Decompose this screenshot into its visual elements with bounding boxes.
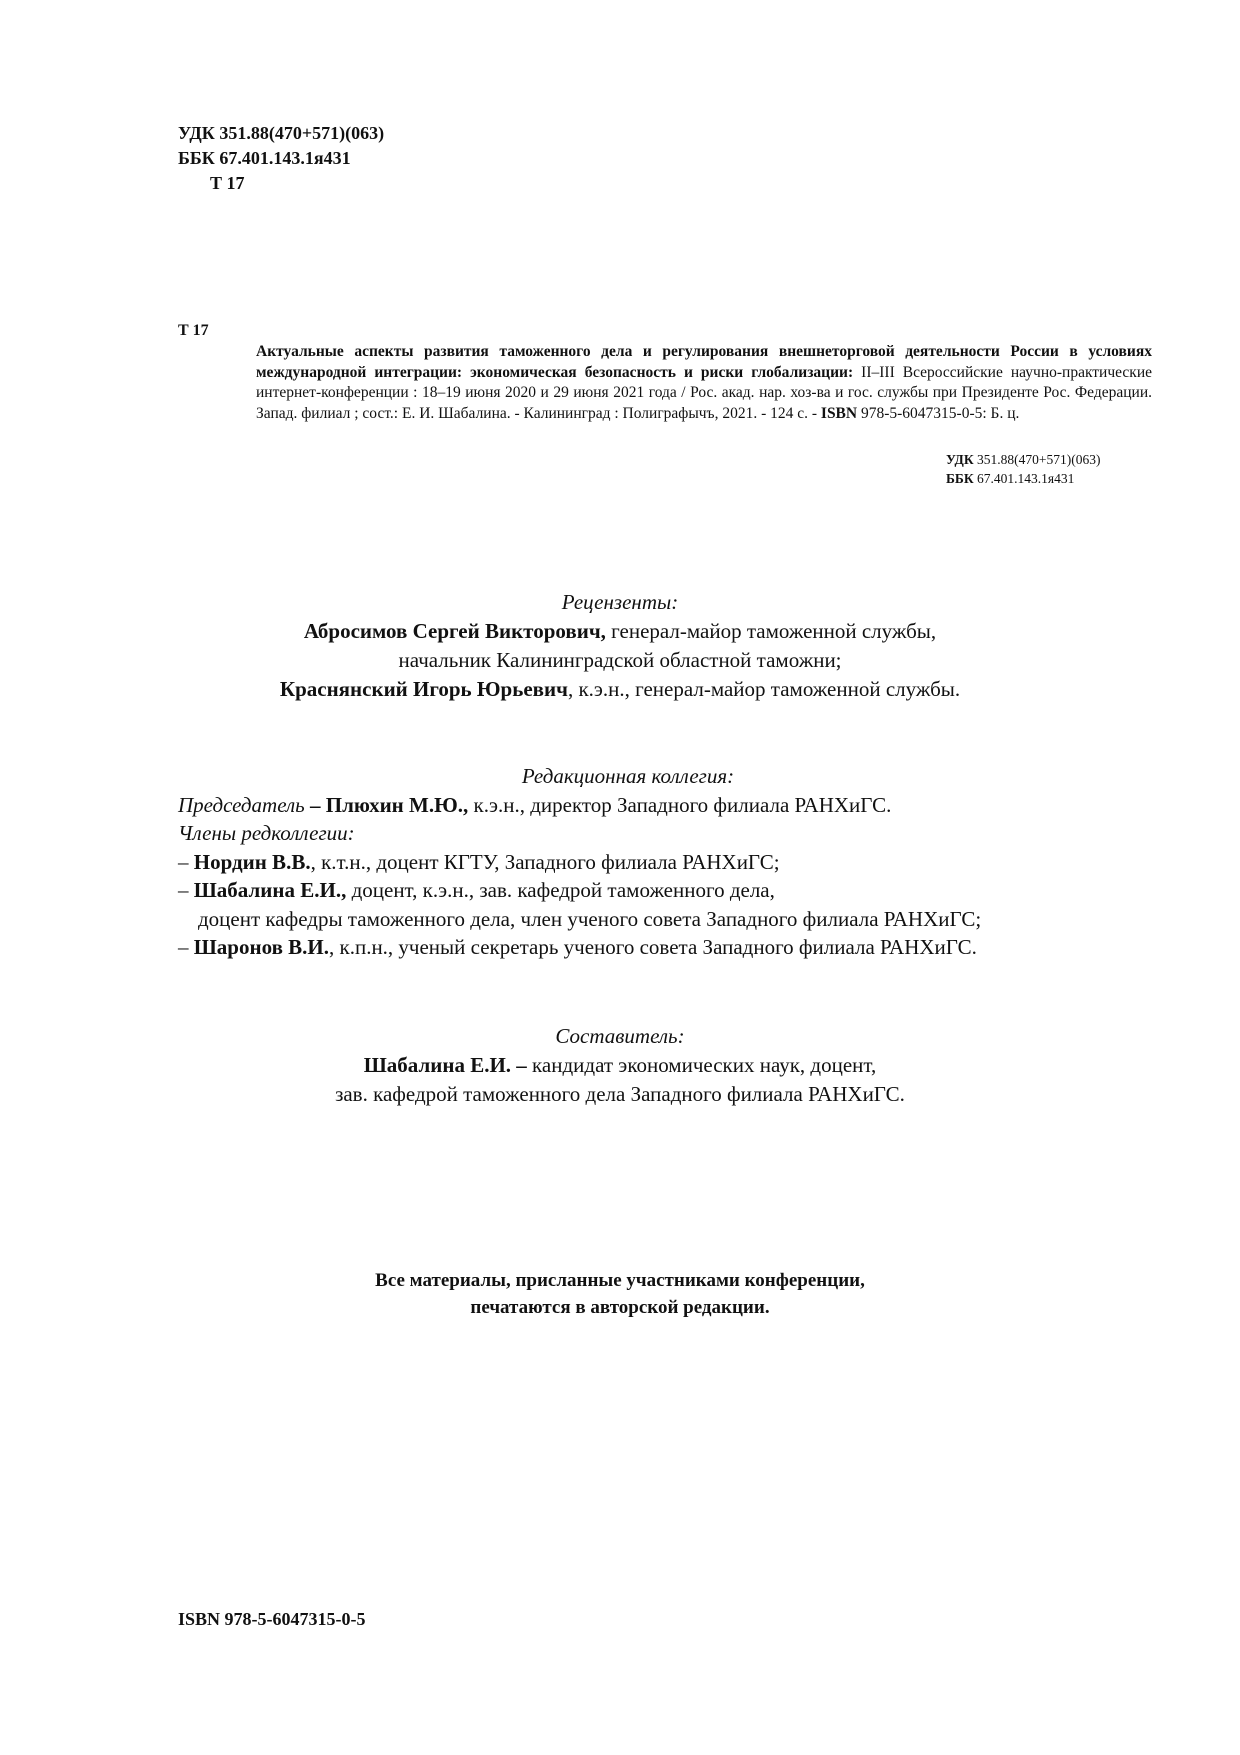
compiler-position: зав. кафедрой таможенного дела Западного филиала РАНХиГС. — [335, 1082, 905, 1106]
note-line-2: печатаются в авторской редакции. — [470, 1297, 770, 1318]
header-codes — [178, 121, 384, 196]
compiler-name: Шабалина Е.И. – — [363, 1053, 527, 1077]
member-2-details-cont: доцент кафедры таможенного дела, член ученого совета Западного филиала РАНХиГС; — [198, 906, 982, 931]
bbk-code: ББК 67.401.143.1я431 — [178, 148, 351, 168]
record-isbn: 978-5-6047315-0-5: Б. ц. — [857, 404, 1020, 422]
side-author-sign: Т 17 — [178, 322, 209, 339]
author-sign: Т 17 — [210, 173, 245, 193]
member-3-dash: – — [178, 935, 194, 959]
member-1-dash: – — [178, 849, 194, 874]
chair-details: к.э.н., директор Западного филиала РАНХиГС. — [468, 792, 892, 817]
record-isbn-label: ISBN — [820, 404, 858, 422]
member-3-details: , к.п.н., ученый секретарь ученого совета Западного филиала РАНХиГС. — [329, 935, 977, 959]
reviewer-1-position: начальник Калининградской областной таможни; — [398, 648, 842, 672]
bibliographic-codes — [946, 450, 1100, 488]
record-bbk: 67.401.143.1я431 — [973, 471, 1075, 486]
udk-code: УДК 351.88(470+571)(063) — [178, 123, 385, 143]
editorial-board-section — [178, 762, 1178, 962]
isbn-footer: ISBN 978-5-6047315-0-5 — [178, 1609, 366, 1629]
member-1-name: Нордин В.В. — [193, 849, 311, 874]
reviewer-1-title: генерал-майор таможенной службы, — [605, 619, 937, 643]
author-edition-note — [0, 1267, 1240, 1321]
member-2-name: Шабалина Е.И., — [193, 878, 347, 902]
record-bbk-label: ББК — [946, 471, 974, 486]
bibliographic-record — [256, 342, 1152, 424]
record-udk-label: УДК — [946, 452, 974, 467]
reviewers-section — [0, 588, 1240, 704]
members-label: Члены редколлегии: — [178, 821, 355, 845]
reviewers-heading: Рецензенты: — [561, 590, 679, 614]
member-2-details: доцент, к.э.н., зав. кафедрой таможенного дела, — [346, 878, 775, 902]
record-details: II–III Всероссийские научно-практические интернет-конференции : 18–19 июня 2020 и 29 июня 2021 года / Рос. акад. нар. хоз-ва и гос. службы при Президенте Рос. Федерации. Запад. филиал ; сост.: Е. И. Шабалина. - Калининград : Полиграфычъ, 2021. - 124 с. - — [256, 363, 1152, 422]
member-2-dash: – — [178, 878, 194, 902]
chair-dash: – — [304, 792, 326, 817]
editorial-board-heading: Редакционная коллегия: — [521, 764, 735, 788]
chair-label: Председатель — [178, 792, 305, 817]
reviewer-2-title: , к.э.н., генерал-майор таможенной службы. — [567, 677, 961, 701]
compiler-section — [0, 1022, 1240, 1109]
reviewer-1-name: Абросимов Сергей Викторович, — [303, 619, 606, 643]
member-1-details: , к.т.н., доцент КГТУ, Западного филиала РАНХиГС; — [310, 849, 780, 874]
reviewer-2-name: Краснянский Игорь Юрьевич — [279, 677, 568, 701]
compiler-title: кандидат экономических наук, доцент, — [526, 1053, 877, 1077]
record-udk: 351.88(470+571)(063) — [973, 452, 1101, 467]
note-line-1: Все материалы, присланные участниками конференции, — [375, 1270, 865, 1291]
record-title: Актуальные аспекты развития таможенного дела и регулирования внешнеторговой деятельности России в условиях международной интеграции: экономическая безопасность и риски глобализации: — [256, 343, 1152, 381]
compiler-heading: Составитель: — [555, 1024, 685, 1048]
member-3-name: Шаронов В.И. — [193, 935, 329, 959]
chair-name: Плюхин М.Ю., — [325, 792, 469, 817]
